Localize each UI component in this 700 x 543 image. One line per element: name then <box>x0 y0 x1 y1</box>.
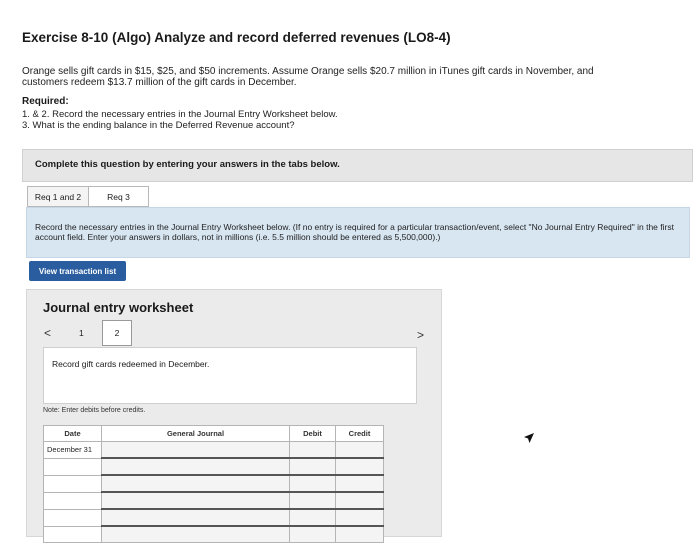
debit-input[interactable] <box>290 492 336 509</box>
previous-entry-icon[interactable]: < <box>44 326 52 340</box>
debit-input[interactable] <box>290 442 336 459</box>
next-entry-icon[interactable]: > <box>417 328 425 342</box>
credit-input[interactable] <box>336 475 384 492</box>
table-row <box>44 442 384 459</box>
instructions-banner <box>22 149 693 182</box>
tab-req-1-and-2[interactable]: Req 1 and 2 <box>27 186 89 207</box>
journal-entry-table <box>43 425 384 543</box>
date-cell <box>44 509 102 526</box>
date-cell <box>44 526 102 543</box>
credit-input[interactable] <box>336 442 384 459</box>
exercise-title: Exercise 8-10 (Algo) Analyze and record deferred revenues (LO8-4) <box>22 30 451 45</box>
tab-req-3[interactable]: Req 3 <box>89 186 149 207</box>
date-cell <box>44 458 102 475</box>
table-row <box>44 475 384 492</box>
table-row <box>44 458 384 475</box>
account-input[interactable] <box>102 458 290 475</box>
table-row <box>44 509 384 526</box>
table-header-row <box>44 426 384 442</box>
account-input[interactable] <box>102 509 290 526</box>
required-item-3: 3. What is the ending balance in the Deferred Revenue account? <box>22 120 295 131</box>
column-header-general-journal: General Journal <box>102 426 290 442</box>
debit-input[interactable] <box>290 475 336 492</box>
credit-input[interactable] <box>336 458 384 475</box>
credit-input[interactable] <box>336 526 384 543</box>
table-row <box>44 526 384 543</box>
worksheet-title: Journal entry worksheet <box>43 300 194 315</box>
column-header-date: Date <box>44 426 102 442</box>
required-list <box>22 109 338 131</box>
worksheet-page-2[interactable]: 2 <box>102 320 132 346</box>
tab-instructions: Record the necessary entries in the Journal Entry Worksheet below. (If no entry is required for a particular transaction/event, select "No Journal Entry Required" in the first account field. Enter your answers in dollars, not in millions (i.e. 5.5 million should be entered as 5,500,000).) <box>26 207 690 258</box>
required-heading: Required: <box>22 96 69 107</box>
account-input[interactable] <box>102 475 290 492</box>
worksheet-page-1[interactable]: 1 <box>79 328 84 338</box>
table-row <box>44 492 384 509</box>
debit-input[interactable] <box>290 526 336 543</box>
mouse-cursor-icon <box>522 431 536 445</box>
entry-description: Record gift cards redeemed in December. <box>52 359 210 369</box>
account-input[interactable] <box>102 492 290 509</box>
account-input[interactable] <box>102 526 290 543</box>
date-cell: December 31 <box>44 442 102 459</box>
credit-input[interactable] <box>336 492 384 509</box>
required-item-1: 1. & 2. Record the necessary entries in the Journal Entry Worksheet below. <box>22 109 338 120</box>
column-header-credit: Credit <box>336 426 384 442</box>
date-cell <box>44 492 102 509</box>
entry-description-box <box>43 347 417 404</box>
view-transaction-list-button[interactable]: View transaction list <box>29 261 126 281</box>
account-input[interactable] <box>102 442 290 459</box>
worksheet-note: Note: Enter debits before credits. <box>43 407 146 414</box>
exercise-intro: Orange sells gift cards in $15, $25, and $50 increments. Assume Orange sells $20.7 million in iTunes gift cards in November, and customers redeem $13.7 million of the gift cards in December. <box>22 66 594 88</box>
debit-input[interactable] <box>290 509 336 526</box>
column-header-debit: Debit <box>290 426 336 442</box>
debit-input[interactable] <box>290 458 336 475</box>
credit-input[interactable] <box>336 509 384 526</box>
banner-text: Complete this question by entering your answers in the tabs below. <box>35 159 340 170</box>
date-cell <box>44 475 102 492</box>
